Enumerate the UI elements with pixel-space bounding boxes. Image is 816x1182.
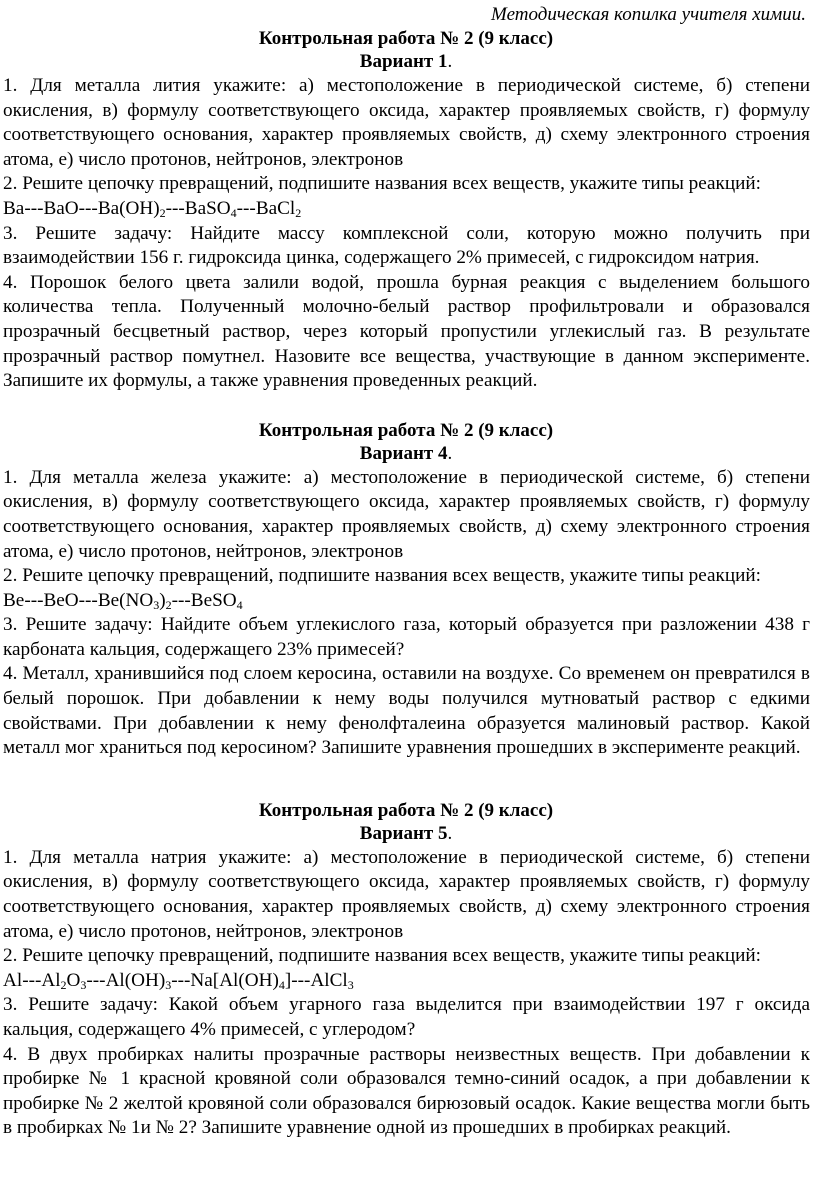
formula-text: Be---BeO---Be(NO xyxy=(3,589,154,611)
question-1: 1. Для металла лития укажите: а) местоположение в периодической системе, б) степени окисления, в) формулу соответствующего оксида, характер проявляемых свойств, г) формулу соответствующего основания, характер проявляемых свойств, д) схему электронного строения атома, е) число протонов, нейтронов, электронов xyxy=(3,75,810,170)
variant-1 xyxy=(0,27,812,394)
formula-text: ---BeSO xyxy=(171,589,237,611)
variant-label: Вариант 5. xyxy=(359,822,453,844)
formula-text: ---Na[Al(OH) xyxy=(171,969,279,991)
formula-subscript: 4 xyxy=(236,597,243,612)
variant-title: Контрольная работа № 2 (9 класс) xyxy=(258,799,554,821)
question-3: 3. Решите задачу: Какой объем угарного газа выделится при взаимодействии 197 г оксида кальция, содержащего 4% примесей, с углеродом? xyxy=(3,994,810,1040)
formula-text: Ba---BaO---Ba(OH) xyxy=(3,197,160,219)
formula-text: ]---AlCl xyxy=(284,969,348,991)
formula-subscript: 3 xyxy=(80,977,87,992)
question-3: 3. Решите задачу: Найдите массу комплексной соли, которую можно получить при взаимодействии 156 г. гидроксида цинка, содержащего 2% примесей, с гидроксидом натрия. xyxy=(3,222,810,269)
variant-label-text: Вариант 4 xyxy=(359,442,448,464)
formula-subscript: 3 xyxy=(165,977,172,992)
variant-label-text: Вариант 1 xyxy=(359,51,448,72)
question-4: 4. Металл, хранившийся под слоем керосина, оставили на воздухе. Со временем он превратился в белый порошок. При добавлении к нему воды получился мутноватый раствор с едкими свойствами. При добавлении к нему фенолфталеина образуется малиновый раствор. Какой металл мог храниться под керосином? Запишите уравнения прошедших в эксперименте реакций. xyxy=(3,663,810,759)
variant-title: Контрольная работа № 2 (9 класс) xyxy=(258,28,554,49)
variant-5 xyxy=(0,799,812,1141)
formula-subscript: 3 xyxy=(153,597,160,612)
formula-text: ---Al(OH) xyxy=(86,969,166,991)
question-2: 2. Решите цепочку превращений, подпишите названия всех веществ, укажите типы реакций: xyxy=(3,945,761,967)
reaction-chain xyxy=(0,589,812,614)
question-1: 1. Для металла железа укажите: а) местоположение в периодической системе, б) степени окисления, в) формулу соответствующего оксида, характер проявляемых свойств, г) формулу соответствующего основания, характер проявляемых свойств, д) схему электронного строения атома, е) число протонов, нейтронов, электронов xyxy=(3,466,810,562)
reaction-chain xyxy=(0,197,812,222)
variant-title: Контрольная работа № 2 (9 класс) xyxy=(258,419,554,441)
question-4: 4. В двух пробирках налиты прозрачные растворы неизвестных веществ. При добавлении к пробирке № 1 красной кровяной соли образовался темно-синий осадок, а при добавлении к пробирке № 2 желтой кровяной соли образовался бирюзовый осадок. Какие вещества могли быть в пробирках № 1и № 2? Запишите уравнение одной из прошедших в пробирках реакций. xyxy=(3,1043,810,1139)
variant-4 xyxy=(0,419,812,761)
variant-label-text: Вариант 5 xyxy=(359,822,448,844)
formula-subscript: 2 xyxy=(60,977,67,992)
formula-subscript: 4 xyxy=(230,205,237,220)
formula-subscript: 2 xyxy=(159,205,166,220)
question-2: 2. Решите цепочку превращений, подпишите названия всех веществ, укажите типы реакций: xyxy=(3,565,761,587)
header-note: Методическая копилка учителя химии. xyxy=(491,4,806,25)
formula-text: Al---Al xyxy=(3,969,61,991)
question-1: 1. Для металла натрия укажите: а) местоположение в периодической системе, б) степени окисления, в) формулу соответствующего оксида, характер проявляемых свойств, г) формулу соответствующего основания, характер проявляемых свойств, д) схему электронного строения атома, е) число протонов, нейтронов, электронов xyxy=(3,846,810,942)
formula-subscript: 2 xyxy=(295,205,302,220)
variant-label: Вариант 1. xyxy=(359,51,453,72)
variant-label: Вариант 4. xyxy=(359,442,453,464)
formula-subscript: 2 xyxy=(165,597,172,612)
question-3: 3. Решите задачу: Найдите объем углекислого газа, который образуется при разложении 438 г карбоната кальция, содержащего 23% примесей? xyxy=(3,614,810,660)
formula-subscript: 4 xyxy=(278,977,285,992)
formula-text: O xyxy=(66,969,81,991)
formula-text: ) xyxy=(159,589,166,611)
question-4: 4. Порошок белого цвета залили водой, прошла бурная реакция с выделением большого количества тепла. Полученный молочно-белый раствор профильтровали и образовался прозрачный бесцветный раствор, через который пропустили углекислый газ. В результате прозрачный раствор помутнел. Назовите все вещества, участвующие в данном эксперименте. Запишите их формулы, а также уравнения проведенных реакций. xyxy=(3,271,810,392)
reaction-chain xyxy=(0,969,812,994)
question-2: 2. Решите цепочку превращений, подпишите названия всех веществ, укажите типы реакций: xyxy=(3,173,761,195)
formula-text: ---BaCl xyxy=(236,197,296,219)
formula-subscript: 3 xyxy=(347,977,354,992)
formula-text: ---BaSO xyxy=(165,197,231,219)
